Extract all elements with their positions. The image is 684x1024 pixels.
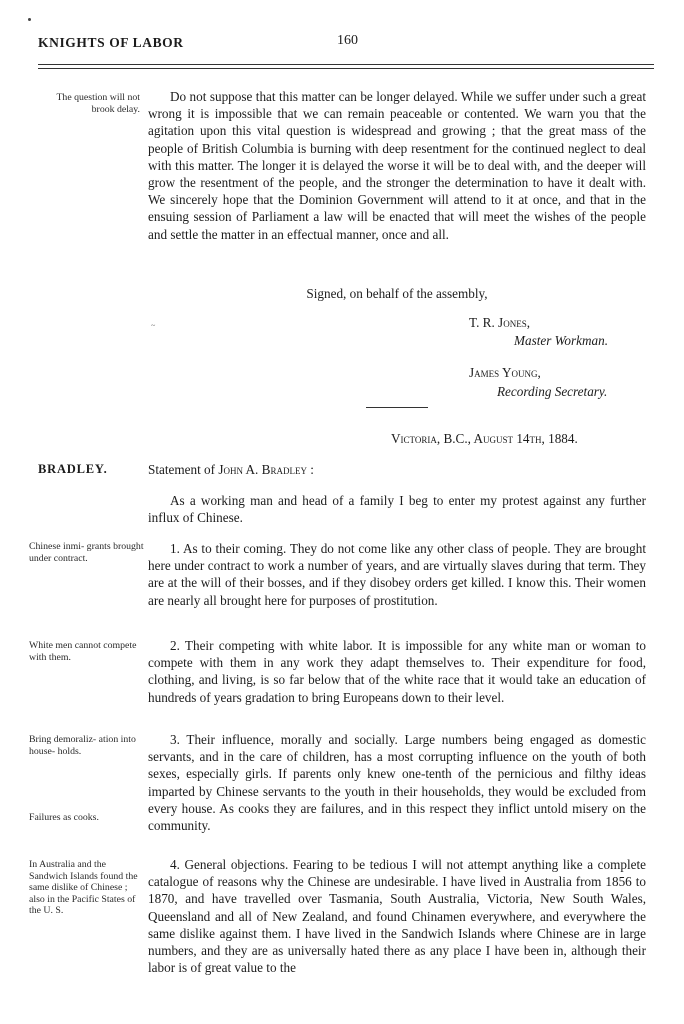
body-paragraph: 2. Their competing with white labor. It is impossible for any white man or woman to compete with them in any work they adapt themselves to. Their expenditure for food, clothing, and living, is so far below that of the white race that it would take an education of hundreds of years gradation to bring Europeans down to their level. xyxy=(148,638,646,705)
body-paragraph: 3. Their influence, morally and socially. Large numbers being engaged as domestic servants, and in the care of children, has a most corrupting influence on the youth of both sexes, especially girls. If parents only knew one-tenth of the pernicious and filthy ideas imparted by Chinese servants to the youth in their households, they would be excluded from every house. As cooks they are failures, and in this respect they inflict untold misery on the community. xyxy=(148,732,646,834)
header-rule xyxy=(38,64,654,65)
running-head: KNIGHTS OF LABOR xyxy=(38,35,184,50)
signatory-title: Master Workman. xyxy=(514,333,609,348)
margin-note: In Australia and the Sandwich Islands found the same dislike of Chinese ; also in the Pacific States of the U. S. xyxy=(29,859,138,916)
speck-mark: ~ xyxy=(151,321,156,330)
place-date: Victoria, B.C., August 14th, 1884. xyxy=(391,431,578,446)
page-number: 160 xyxy=(337,33,358,48)
section-divider xyxy=(366,407,428,408)
margin-note: Chinese inmi- grants brought under contract. xyxy=(29,541,144,564)
letter-paragraph: Do not suppose that this matter can be longer delayed. While we suffer under such a great wrong it is impossible that we can remain peaceable or contented. We warn you that the agitation upon this vital question is widespread and growing ; that the great mass of the people of British Columbia is burning with deep resentment for the continued neglect to deal with this matter. The longer it is delayed the worse it will be to deal with, and the deeper will grow the resentment of the people, and the stronger the determination to have it dealt with. We sincerely hope that the Dominion Government will attend to it at once, and that in the ensuing session of Parliament a law will be enacted that will meet the wishes of the people and settle the matter in an effectual manner, once and all. xyxy=(148,89,646,242)
margin-note: The question will not brook delay. xyxy=(56,92,140,115)
body-paragraph: 4. General objections. Fearing to be tedious I will not attempt anything like a complete catalogue of reasons why the Chinese are undesirable. I have lived in Australia from 1856 to 1870, and have travelled over Tasmania, South Australia, Victoria, New South Wales, Queensland and all of New Zealand, and found Chinamen everywhere, and everywhere the same dislike against them. I have lived in the Sandwich Islands where Chinese are in large numbers, and they are as universally hated there as any place I have been in, although their labor is of great value to the xyxy=(148,857,646,976)
side-label: BRADLEY. xyxy=(38,462,108,476)
header-rule xyxy=(38,68,654,69)
speck-mark xyxy=(28,18,31,21)
margin-note: Bring demoraliz- ation into house- holds. xyxy=(29,734,136,757)
margin-note: White men cannot compete with them. xyxy=(29,640,137,663)
signatory-name: James Young, xyxy=(469,365,541,380)
signed-line: Signed, on behalf of the assembly, xyxy=(306,286,488,301)
body-paragraph: 1. As to their coming. They do not come like any other class of people. They are brought here under contract to work a number of years, and are virtually slaves during that term. They are at the will of their bosses, and if they disobey orders get killed. I know this. Their women are nearly all brought here for purposes of prostitution. xyxy=(148,541,646,608)
margin-note: Failures as cooks. xyxy=(29,812,99,823)
signatory-name: T. R. Jones, xyxy=(469,315,530,330)
signatory-title: Recording Secretary. xyxy=(497,384,608,399)
statement-heading: Statement of John A. Bradley : xyxy=(148,462,314,477)
body-paragraph: As a working man and head of a family I beg to enter my protest against any further influx of Chinese. xyxy=(148,493,646,526)
